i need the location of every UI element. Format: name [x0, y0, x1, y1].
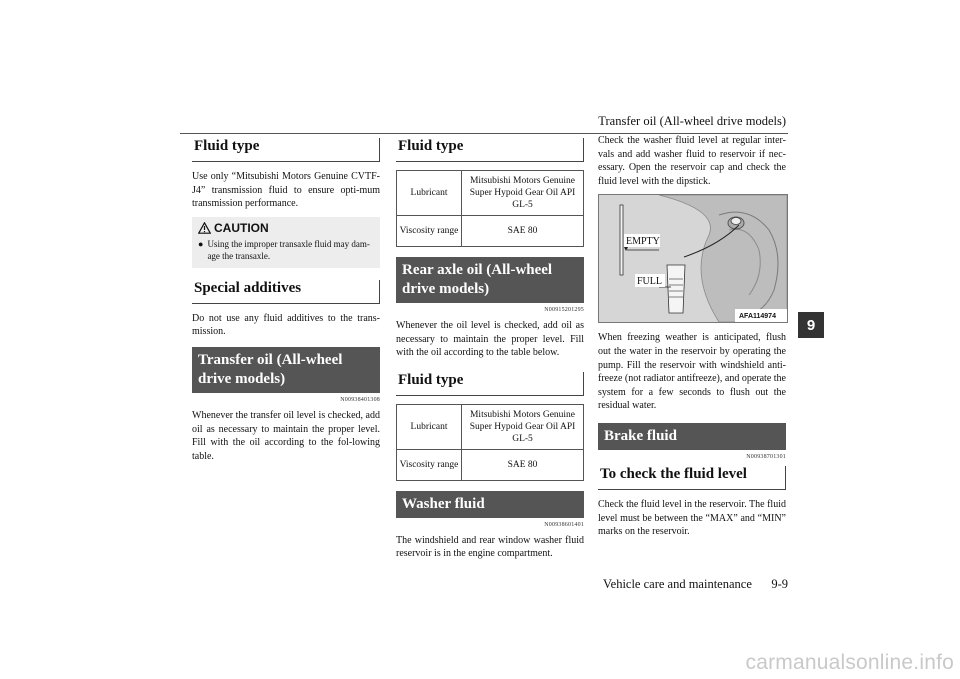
column-3 — [598, 135, 786, 543]
table-row — [397, 449, 584, 480]
lubricant-value: Mitsubishi Motors Genuine Super Hypoid Gear Oil API GL-5 — [462, 171, 584, 216]
special-additives-text: Do not use any fluid additives to the trans-mission. — [192, 312, 380, 338]
warning-triangle-icon — [198, 222, 211, 234]
column-2 — [396, 138, 584, 565]
brake-fluid-code: N00938701301 — [746, 453, 786, 460]
footer-section: Vehicle care and maintenance — [603, 577, 752, 591]
caution-title: CAUTION — [214, 220, 269, 235]
page-number: 9-9 — [771, 577, 788, 591]
heading-transfer-oil: Transfer oil (All-wheel drive models) — [192, 347, 380, 393]
heading-check-fluid-level: To check the fluid level — [598, 466, 786, 490]
heading-special-additives: Special additives — [192, 280, 380, 304]
table-row — [397, 171, 584, 216]
fluid-table-1 — [396, 170, 584, 247]
viscosity-label: Viscosity range — [397, 216, 462, 247]
freezing-text: When freezing weather is anticipated, flush out the water in the reservoir by operating the pump. Fill the reservoir with windshield anti-freeze (not radiator antifreeze), and operate the system for a few seconds to flush out the residual water. — [598, 332, 786, 412]
fluid-type-text: Use only “Mitsubishi Motors Genuine CVTF-J4” transmission fluid to ensure opti-mum transmission performance. — [192, 171, 380, 210]
brake-check-text: Check the fluid level in the reservoir. The fluid level must be between the “MAX” and “MIN” marks on the reservoir. — [598, 498, 786, 538]
lubricant-label: Lubricant — [397, 404, 462, 449]
caution-text: Using the improper transaxle fluid may dam-age the transaxle. — [207, 238, 370, 261]
viscosity-label: Viscosity range — [397, 449, 462, 480]
heading-rear-axle-oil: Rear axle oil (All-wheel drive models) — [396, 257, 584, 303]
fluid-table-2 — [396, 404, 584, 481]
caution-header — [198, 221, 374, 235]
viscosity-value: SAE 80 — [462, 216, 584, 247]
washer-check-text: Check the washer fluid level at regular inter-vals and add washer fluid to reservoir if nec-essary. Open the reservoir cap and check the fluid level with the dipstick. — [598, 135, 786, 187]
heading-fluid-type: Fluid type — [192, 138, 380, 162]
rear-axle-text: Whenever the oil level is checked, add oil as necessary to maintain the proper level. Fill with the oil according to the table below. — [396, 320, 584, 359]
heading-brake-fluid: Brake fluid — [598, 423, 786, 450]
transfer-oil-code: N00938401308 — [340, 396, 380, 403]
bullet-icon: ● — [198, 238, 204, 249]
page-footer — [603, 577, 788, 592]
washer-fluid-code: N00938601401 — [544, 521, 584, 528]
washer-fluid-text: The windshield and rear window washer fluid reservoir is in the engine compartment. — [396, 534, 584, 560]
transfer-oil-text: Whenever the transfer oil level is checked, add oil as necessary to maintain the proper level. Fill with the oil according to the fol-lowing table. — [192, 409, 380, 462]
lubricant-label: Lubricant — [397, 171, 462, 216]
watermark: carmanualsonline.info — [745, 651, 954, 674]
heading-fluid-type-3: Fluid type — [396, 372, 584, 396]
caution-item — [198, 238, 374, 262]
heading-washer-fluid: Washer fluid — [396, 491, 584, 518]
empty-label: EMPTY — [626, 236, 660, 248]
reservoir-illustration — [599, 195, 787, 322]
lubricant-value: Mitsubishi Motors Genuine Super Hypoid Gear Oil API GL-5 — [462, 404, 584, 449]
full-label: FULL — [637, 276, 662, 288]
running-header: Transfer oil (All-wheel drive models) — [598, 114, 786, 128]
column-1 — [192, 138, 380, 467]
rear-axle-code: N00915201295 — [544, 307, 584, 313]
table-row — [397, 404, 584, 449]
chapter-tab: 9 — [798, 312, 824, 338]
table-row — [397, 216, 584, 247]
heading-fluid-type-2: Fluid type — [396, 138, 584, 162]
figure-code: AFA114974 — [739, 313, 776, 321]
viscosity-value: SAE 80 — [462, 449, 584, 480]
washer-reservoir-figure — [598, 194, 788, 323]
caution-box — [192, 217, 380, 268]
